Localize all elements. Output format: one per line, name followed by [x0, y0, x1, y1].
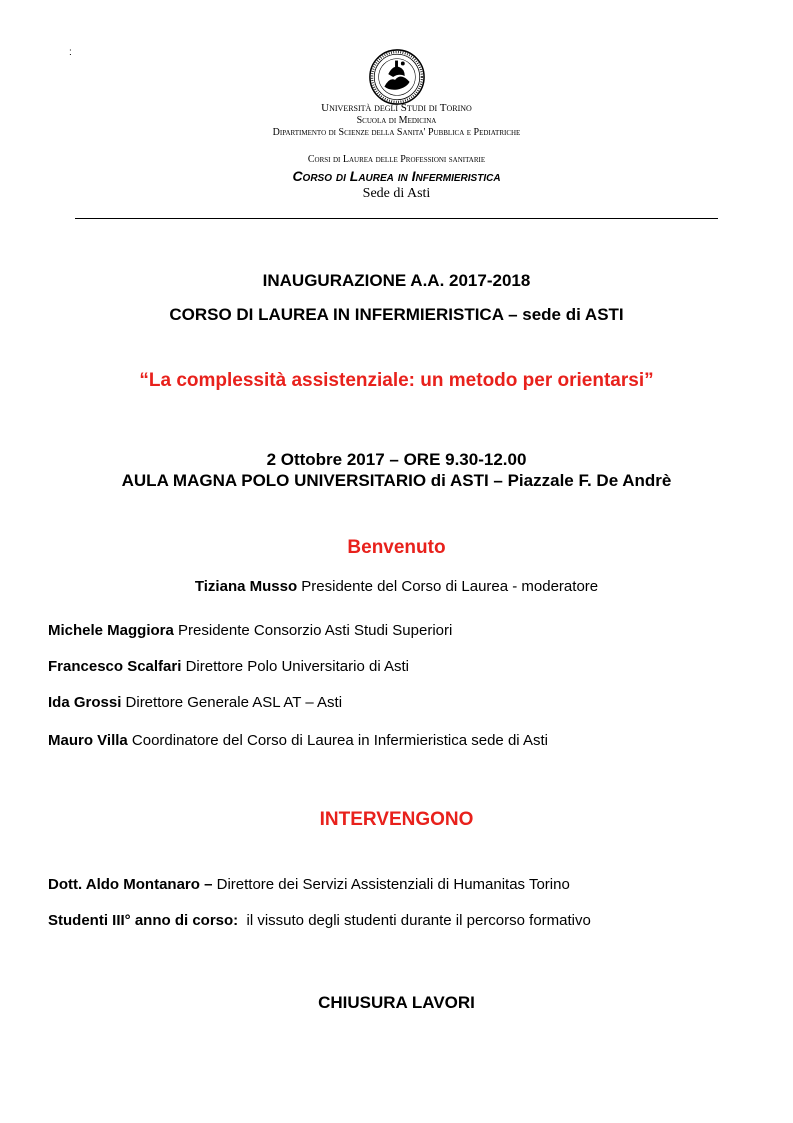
page-title: INAUGURAZIONE A.A. 2017-2018 — [262, 271, 531, 290]
intervention-row — [48, 876, 570, 893]
intervention-role: il vissuto degli studenti durante il percorso formativo — [238, 912, 591, 929]
speaker-row — [48, 622, 452, 639]
department-name: Dipartimento di Scienze della Sanita' Pubblica e Pediatriche — [272, 127, 521, 138]
intervention-role: Direttore dei Servizi Assistenziali di Humanitas Torino — [212, 876, 570, 893]
event-venue: AULA MAGNA POLO UNIVERSITARIO di ASTI – Piazzale F. De Andrè — [121, 471, 672, 490]
speaker-role: Coordinatore del Corso di Laurea in Infermieristica sede di Asti — [127, 732, 548, 749]
speaker-role: Direttore Generale ASL AT – Asti — [121, 694, 343, 711]
courses-label: Corsi di Laurea delle Professioni sanitarie — [307, 154, 486, 165]
welcome-heading: Benvenuto — [347, 537, 446, 558]
speaker-role: Direttore Polo Universitario di Asti — [181, 658, 409, 675]
closing-heading: CHIUSURA LAVORI — [318, 993, 475, 1012]
intervention-name: Studenti III° anno di corso: — [48, 912, 239, 929]
speaker-name: Mauro Villa — [48, 732, 128, 749]
speaker-row — [48, 658, 409, 675]
event-datetime: 2 Ottobre 2017 – ORE 9.30-12.00 — [266, 450, 527, 469]
speaker-name: Michele Maggiora — [48, 622, 174, 639]
speaker-name: Ida Grossi — [48, 694, 122, 711]
header-divider — [75, 218, 718, 219]
event-subtitle: “La complessità assistenziale: un metodo per orientarsi” — [139, 370, 654, 391]
university-name: Università degli Studi di Torino — [321, 102, 472, 114]
intervention-name: Dott. Aldo Montanaro – — [48, 876, 213, 893]
speaker-row — [48, 694, 342, 711]
speaker-name: Francesco Scalfari — [48, 658, 182, 675]
site-name: Sede di Asti — [362, 186, 431, 201]
intervention-row — [48, 912, 591, 929]
moderator-line — [0, 578, 793, 595]
course-name: Corso di Laurea in Infermieristica — [292, 168, 501, 184]
university-seal-icon — [368, 48, 426, 106]
course-title: CORSO DI LAUREA IN INFERMIERISTICA – sede di ASTI — [169, 305, 624, 324]
school-name: Scuola di Medicina — [356, 115, 437, 126]
speaker-role: Presidente Consorzio Asti Studi Superiori — [173, 622, 453, 639]
speaker-row — [48, 732, 548, 749]
moderator-name: Tiziana Musso — [194, 578, 298, 595]
stray-mark: : — [69, 47, 72, 58]
interventions-heading: INTERVENGONO — [319, 809, 474, 830]
moderator-role: Presidente del Corso di Laurea - moderatore — [297, 578, 599, 595]
